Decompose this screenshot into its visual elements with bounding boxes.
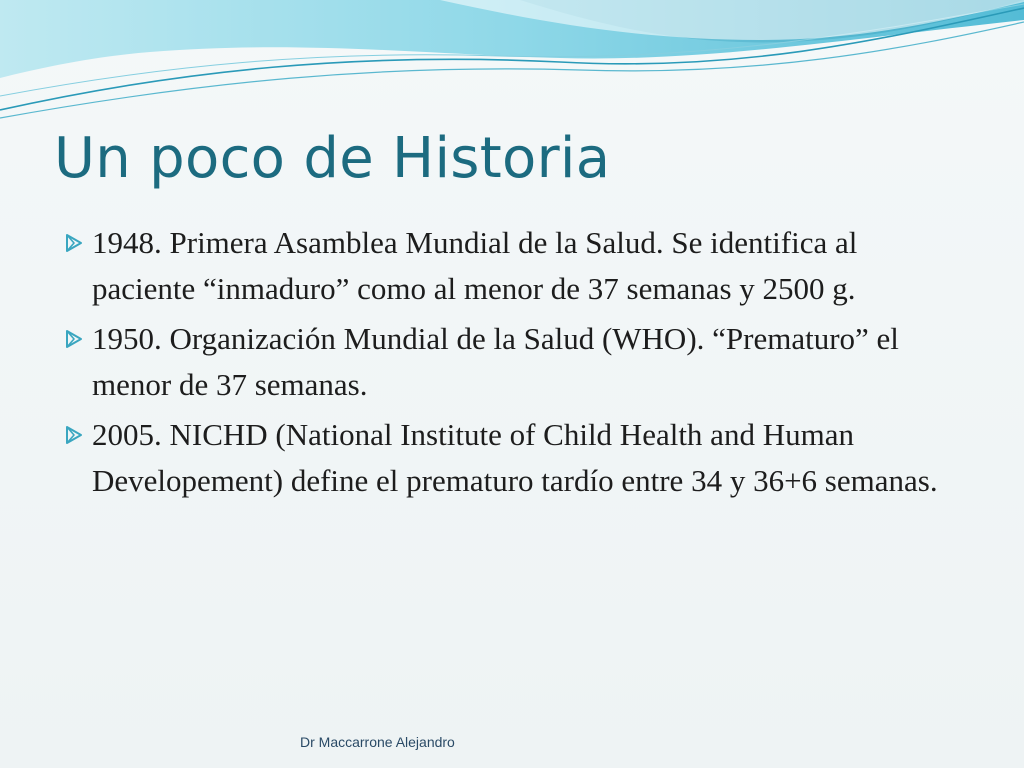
arrow-bullet-icon bbox=[64, 220, 92, 266]
arrow-bullet-icon bbox=[64, 412, 92, 458]
bullet-text: 2005. NICHD (National Institute of Child Health and Human Developement) define el prematuro tardío entre 34 y 36+6 semanas. bbox=[92, 417, 938, 498]
bullet-text: 1950. Organización Mundial de la Salud (WHO). “Prematuro” el menor de 37 semanas. bbox=[92, 321, 899, 402]
list-item bbox=[64, 316, 964, 408]
arrow-bullet-icon bbox=[64, 316, 92, 362]
bullet-text: 1948. Primera Asamblea Mundial de la Salud. Se identifica al paciente “inmaduro” como al menor de 37 semanas y 2500 g. bbox=[92, 225, 858, 306]
list-item bbox=[64, 412, 964, 504]
footer-author: Dr Maccarrone Alejandro bbox=[300, 734, 455, 750]
bullet-list bbox=[64, 220, 964, 508]
list-item bbox=[64, 220, 964, 312]
header-wave-decoration bbox=[0, 0, 1024, 130]
page-title: Un poco de Historia bbox=[54, 126, 611, 191]
